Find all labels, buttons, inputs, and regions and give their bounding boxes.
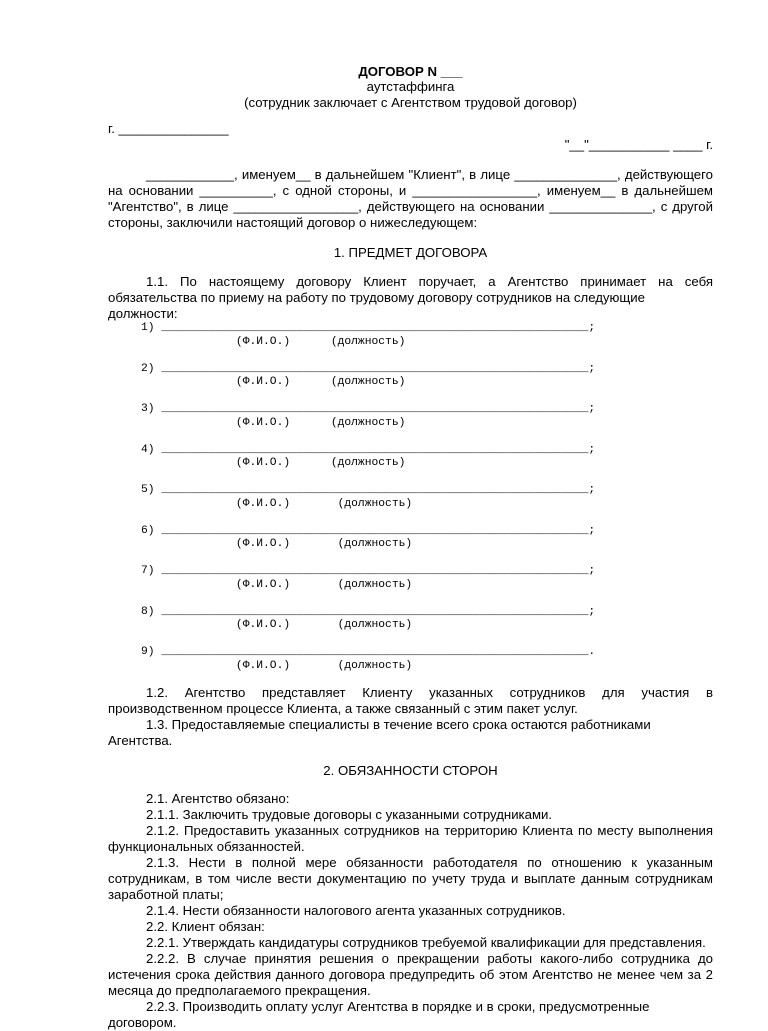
clause-2-2: 2.2. Клиент обязан:: [146, 919, 265, 934]
clause-2-2-2-line: месяца до предполагаемого прекращения.: [108, 983, 371, 998]
clause-2-2-2-line: 2.2.2. В случае принятия решения о прекращении работы какого-либо сотрудника до: [146, 951, 713, 966]
clause-line: 1.1. По настоящему договору Клиент поручает, а Агентство принимает на себя: [146, 274, 713, 289]
staff-caption: (Ф.И.О.) (должность): [141, 538, 413, 550]
staff-caption: (Ф.И.О.) (должность): [141, 619, 413, 631]
preamble-line: "Агентство", в лице _________________, действующего на основании ______________, с другой: [108, 199, 713, 214]
staff-list: [108, 322, 713, 673]
staff-caption: (Ф.И.О.) (должность): [141, 376, 406, 388]
staff-caption: (Ф.И.О.) (должность): [141, 578, 413, 591]
preamble-line: стороны, заключили настоящий договор о нижеследующем:: [108, 215, 478, 230]
preamble-line: на основании __________, с одной стороны, и _________________, именуем__ в дальнейшем: [108, 183, 713, 198]
clause-1-1: [108, 274, 713, 322]
city-line: г. _______________: [108, 121, 229, 136]
section-1-heading: 1. ПРЕДМЕТ ДОГОВОРА: [333, 245, 488, 260]
staff-fill-line: 2) _______________________________________________________________;: [141, 362, 596, 375]
clause-2-2-3: 2.2.3. Производить оплату услуг Агентства в порядке и в сроки, предусмотренные договором.: [108, 999, 650, 1030]
clause-1-2: [108, 685, 713, 717]
contract-page: [108, 64, 713, 1031]
staff-entry: [108, 322, 713, 363]
clause-2-1-1: 2.1.1. Заключить трудовые договоры с указанными сотрудниками.: [146, 807, 553, 822]
section-2-body: [108, 791, 713, 1031]
section-2-heading: 2. ОБЯЗАННОСТИ СТОРОН: [323, 763, 498, 778]
contract-note: (сотрудник заключает с Агентством трудовой договор): [244, 95, 577, 110]
clause-2-1-2-line: функциональных обязанностей.: [108, 839, 305, 854]
staff-caption: (Ф.И.О.) (должность): [141, 335, 406, 348]
clause-line: обязательства по приему на работу по трудовому договору сотрудников на следующие должности:: [108, 290, 645, 321]
date-line: "__"___________ ____ г.: [564, 137, 713, 152]
staff-entry: [108, 444, 713, 485]
clause-2-1-2-line: 2.1.2. Предоставить указанных сотрудников на территорию Клиента по месту выполнения: [146, 823, 713, 838]
clause-2-1-3-line: 2.1.3. Нести в полной мере обязанности работодателя по отношению к указанным: [146, 855, 713, 870]
staff-caption: (Ф.И.О.) (должность): [141, 457, 406, 469]
staff-fill-line: 9) _______________________________________________________________.: [141, 646, 596, 658]
clause-2-1-3-line: заработной платы;: [108, 887, 224, 902]
staff-entry: [108, 525, 713, 566]
contract-subtitle: аутстаффинга: [366, 79, 455, 94]
clause-1-3: 1.3. Предоставляемые специалисты в течение всего срока остаются работниками Агентства.: [108, 717, 651, 748]
staff-fill-line: 5) _______________________________________________________________;: [141, 484, 596, 496]
clause-2-2-2-line: истечения срока действия данного договора предупредить об этом Агентство не менее чем за 2: [108, 967, 713, 982]
clause-2-1: 2.1. Агентство обязано:: [146, 791, 290, 806]
staff-entry: [108, 484, 713, 525]
staff-caption: (Ф.И.О.) (должность): [141, 416, 406, 429]
contract-title: ДОГОВОР N ___: [358, 64, 463, 79]
staff-entry: [108, 606, 713, 647]
clause-line: производственном процессе Клиента, а также связанный с этим пакет услуг.: [108, 701, 578, 716]
staff-fill-line: 3) _______________________________________________________________;: [141, 403, 596, 415]
staff-entry: [108, 363, 713, 404]
preamble: [108, 167, 713, 231]
staff-fill-line: 6) _______________________________________________________________;: [141, 524, 596, 537]
clause-2-2-1: 2.2.1. Утверждать кандидатуры сотрудников требуемой квалификации для представления.: [146, 935, 706, 950]
staff-fill-line: 1) _______________________________________________________________;: [141, 322, 596, 334]
staff-fill-line: 4) _______________________________________________________________;: [141, 443, 596, 456]
staff-caption: (Ф.И.О.) (должность): [141, 497, 413, 510]
staff-entry: [108, 565, 713, 606]
staff-entry: [108, 403, 713, 444]
staff-caption: (Ф.И.О.) (должность): [141, 659, 413, 672]
preamble-line: ____________, именуем__ в дальнейшем "Клиент", в лице ______________, действующего: [146, 167, 713, 182]
staff-fill-line: 7) _______________________________________________________________;: [141, 565, 596, 577]
staff-entry: [108, 646, 713, 673]
clause-2-1-4: 2.1.4. Нести обязанности налогового агента указанных сотрудников.: [146, 903, 566, 918]
staff-fill-line: 8) _______________________________________________________________;: [141, 605, 596, 618]
clause-line: 1.2. Агентство представляет Клиенту указанных сотрудников для участия в: [146, 685, 713, 700]
clause-2-1-3-line: сотрудникам, в том числе вести документацию по учету труда и выплате данным сотрудникам: [108, 871, 713, 886]
